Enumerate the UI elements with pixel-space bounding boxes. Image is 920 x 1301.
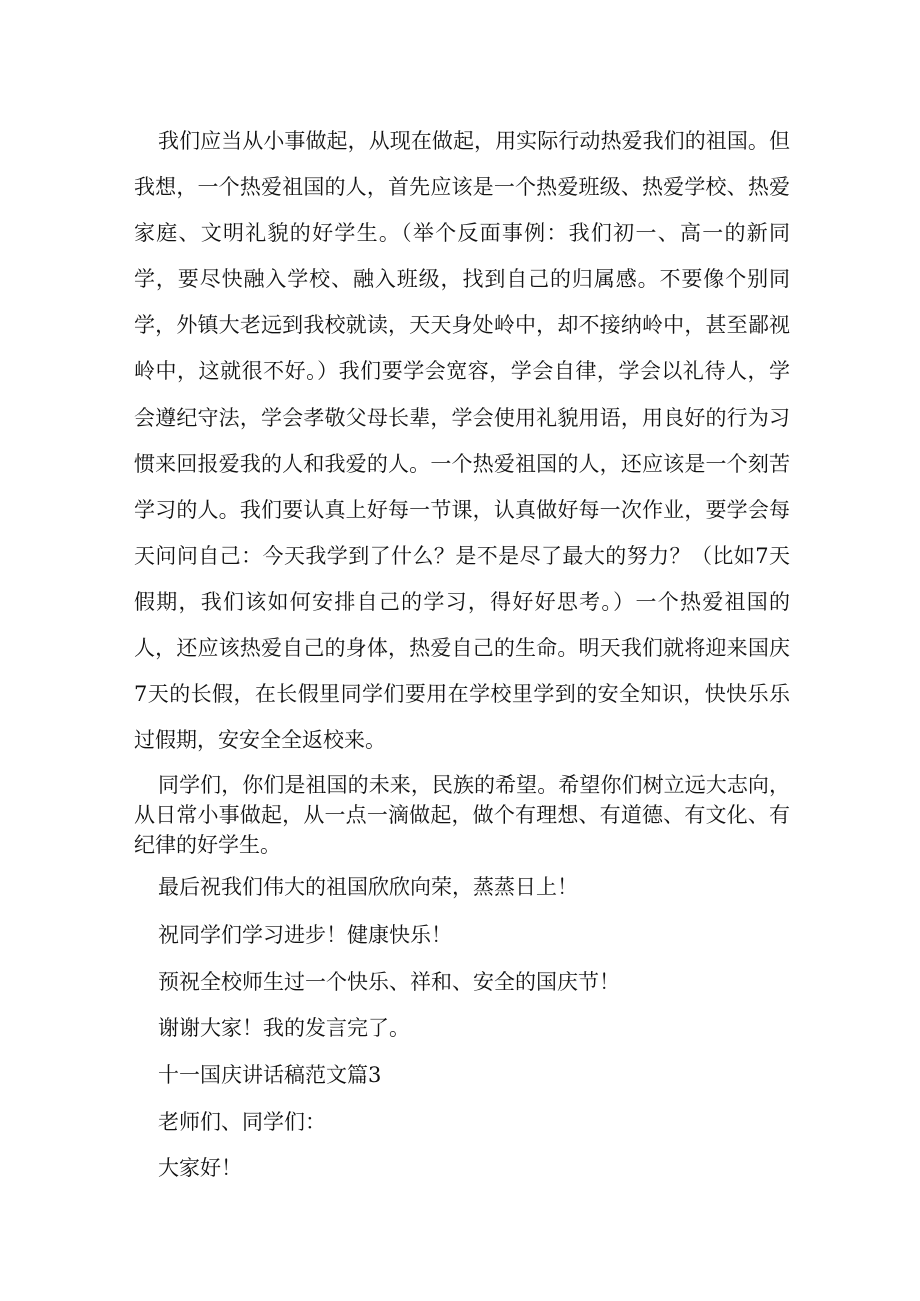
section-heading: 十一国庆讲话稿范文篇3 — [158, 1063, 382, 1087]
salutation-line: 老师们、同学们： — [158, 1110, 326, 1134]
body-paragraph-2: 同学们，你们是祖国的未来，民族的希望。希望你们树立远大志向，从日常小事做起，从一点一滴做起，做个有理想、有道德、有文化、有纪律的好学生。 — [134, 773, 790, 857]
thanks-line: 谢谢大家！我的发言完了。 — [158, 1016, 410, 1040]
holiday-wish-line: 预祝全校师生过一个快乐、祥和、安全的国庆节！ — [158, 970, 620, 994]
student-wish-line: 祝同学们学习进步！健康快乐！ — [158, 923, 452, 947]
body-paragraph-1: 我们应当从小事做起，从现在做起，用实际行动热爱我们的祖国。但我想，一个热爱祖国的人，首先应该是一个热爱班级、热爱学校、热爱家庭、文明礼貌的好学生。（举个反面事例：我们初一、高一的新同学，要尽快融入学校、融入班级，找到自己的归属感。不要像个别同学，外镇大老远到我校就读，天天身处岭中，却不接纳岭中，甚至鄙视岭中，这就很不好。）我们要学会宽容，学会自律，学会以礼待人，学会遵纪守法，学会孝敬父母长辈，学会使用礼貌用语，用良好的行为习惯来回报爱我的人和我爱的人。一个热爱祖国的人，还应该是一个刻苦学习的人。我们要认真上好每一节课，认真做好每一次作业，要学会每天问问自己：今天我学到了什么？是不是尽了最大的努力？（比如7天假期，我们该如何安排自己的学习，得好好思考。）一个热爱祖国的人，还应该热爱自己的身体，热爱自己的生命。明天我们就将迎来国庆7天的长假，在长假里同学们要用在学校里学到的安全知识，快快乐乐过假期，安安全全返校来。 — [134, 129, 790, 753]
closing-wish-line: 最后祝我们伟大的祖国欣欣向荣，蒸蒸日上！ — [158, 875, 578, 899]
greeting-line: 大家好！ — [158, 1156, 242, 1180]
